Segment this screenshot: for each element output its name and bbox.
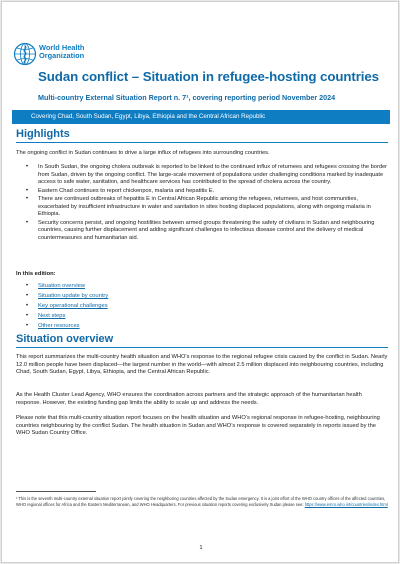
list-item: • Security concerns persist, and ongoing hostilities between armed groups threatening the safety of civilians in Sudan and neighbouring countries, causing further displacement and adding significant challenges to infectious disease control and the delivery of medical countermeasures and humanitarian aid. bbox=[22, 220, 388, 243]
coverage-banner: Covering Chad, South Sudan, Egypt, Libya, Ethiopia and the Central African Republic bbox=[12, 110, 390, 124]
list-item: • There are continued outbreaks of hepatitis E in Central African Republic among the refugees, returnees, and host communities, exacerbated by insufficient infrastructure in water and sanitation in sites hosting displaced populations, along with ongoing malaria in Ethiopia. bbox=[22, 196, 388, 219]
highlights-intro: The ongoing conflict in Sudan continues to drive a large influx of refugees into surrounding countries. bbox=[16, 150, 270, 156]
list-item bbox=[22, 291, 108, 301]
footnote-text: ¹ This is the seventh multi-country external situation report jointly covering the neighboring countries affected by the Sudan emergency. It is a joint effort of the WHO country offices of the affected countries, WHO regional offices for Africa and the Eastern Mediterranean, and WHO Headquarters. For previous situation reports covering exclusively Sudan please see: bbox=[16, 496, 386, 507]
edition-links bbox=[22, 281, 108, 331]
overview-divider bbox=[16, 347, 388, 348]
highlights-divider bbox=[16, 142, 388, 143]
link-other-resources[interactable]: Other resources bbox=[38, 323, 80, 329]
list-item bbox=[22, 281, 108, 291]
link-situation-update[interactable]: Situation update by country bbox=[38, 293, 109, 299]
list-item: • In South Sudan, the ongoing cholera outbreak is reported to be linked to the continued influx of returnees and refugees crossing the border from Sudan, driven by the ongoing conflict. The large-scale movement of populations under challenging conditions marked by inadequate access to safe water, sanitation, and healthcare services has contributed to the spread of cholera across the country. bbox=[22, 164, 388, 187]
report-title: Sudan conflict – Situation in refugee-hosting countries bbox=[38, 69, 379, 84]
highlights-list bbox=[22, 164, 388, 243]
list-item bbox=[22, 321, 108, 331]
document-page bbox=[1, 1, 399, 563]
footnote bbox=[16, 496, 388, 507]
list-item bbox=[22, 301, 108, 311]
list-item bbox=[22, 311, 108, 321]
footnote-link[interactable]: https://www.emro.who.int/countries/index.html bbox=[304, 501, 388, 507]
list-item: • Eastern Chad continues to report chickenpox, malaria and hepatitis E. bbox=[22, 188, 388, 196]
in-this-edition-label: In this edition: bbox=[16, 271, 56, 277]
org-name-line2: Organization bbox=[39, 51, 85, 60]
overview-paragraph-1: This report summarizes the multi-country health situation and WHO’s response to the regional refugee crisis caused by the conflict in Sudan. Nearly 12.0 million people have been displaced—the largest number in the world—with almost 2.5 million displaced into neighbouring countries, including Chad, South Sudan, Egypt, Libya, Ethiopia, and the Central African Republic. bbox=[16, 354, 388, 375]
org-name-line1: World Health bbox=[39, 43, 85, 52]
highlights-heading: Highlights bbox=[16, 128, 70, 140]
page-number: 1 bbox=[199, 545, 203, 551]
link-situation-overview[interactable]: Situation overview bbox=[38, 283, 86, 289]
report-subtitle: Multi-country External Situation Report n. 7¹, covering reporting period November 2024 bbox=[38, 93, 336, 102]
overview-paragraph-3: Please note that this multi-country situation report focuses on the health situation and WHO’s regional response in refugee-hosting, neighbouring countries neighbouring by the conflict Sudan. The health situation in Sudan and WHO’s response is covered separately in reports issued by the WHO Sudan Country Office. bbox=[16, 415, 380, 436]
who-logo bbox=[13, 42, 84, 66]
who-wordmark bbox=[39, 44, 84, 60]
overview-paragraph-2: As the Health Cluster Lead Agency, WHO ensures the coordination across partners and the strategic approach of the humanitarian health response. However, the existing funding gap limits the ability to scale up and address the needs. bbox=[16, 392, 362, 406]
link-key-challenges[interactable]: Key operational challenges bbox=[38, 303, 108, 309]
who-emblem-icon bbox=[13, 42, 37, 66]
overview-heading: Situation overview bbox=[16, 333, 114, 345]
footnote-divider bbox=[16, 491, 96, 492]
link-next-steps[interactable]: Next steps bbox=[38, 313, 66, 319]
